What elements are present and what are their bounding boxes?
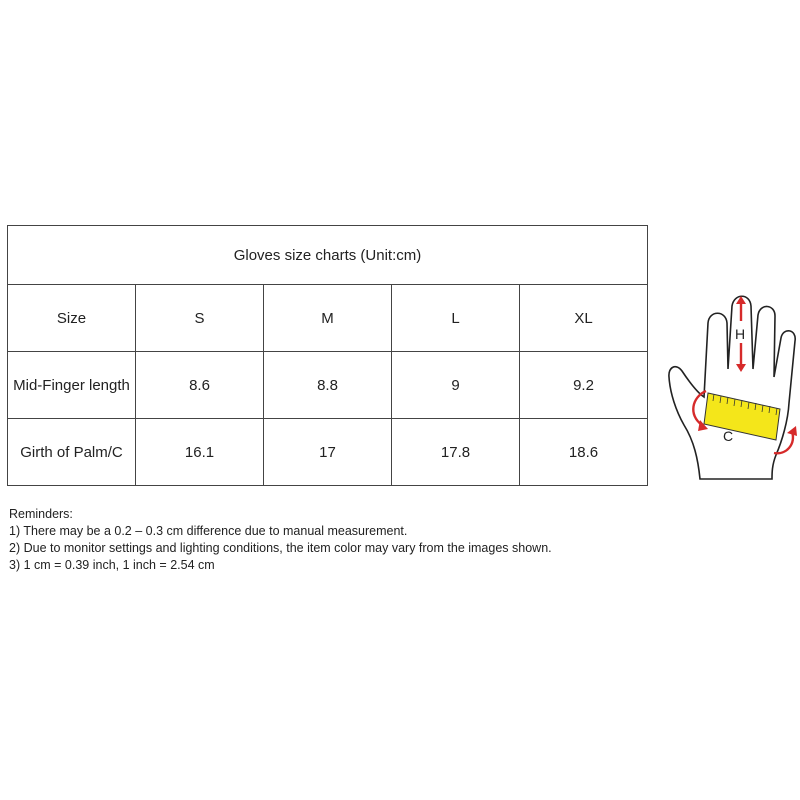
girth-arrowhead-right xyxy=(787,426,797,436)
header-xl: XL xyxy=(520,285,648,352)
reminders-block xyxy=(9,506,552,574)
reminders-heading: Reminders: xyxy=(9,507,73,521)
reminder-item: 1) There may be a 0.2 – 0.3 cm difference due to manual measurement. xyxy=(9,524,408,538)
size-chart-table xyxy=(7,225,648,486)
header-size: Size xyxy=(8,285,136,352)
hand-outline xyxy=(669,296,795,479)
cell-value: 8.6 xyxy=(136,352,264,419)
height-label: H xyxy=(735,326,746,342)
table-header-row xyxy=(8,285,648,352)
cell-value: 17 xyxy=(264,419,392,486)
table-row xyxy=(8,352,648,419)
header-m: M xyxy=(264,285,392,352)
girth-label: C xyxy=(723,428,734,444)
cell-value: 16.1 xyxy=(136,419,264,486)
hand-icon xyxy=(664,293,800,493)
header-l: L xyxy=(392,285,520,352)
cell-value: 9.2 xyxy=(520,352,648,419)
row-label-mid-finger-length: Mid-Finger length xyxy=(8,352,136,419)
reminder-item: 2) Due to monitor settings and lighting conditions, the item color may vary from the images shown. xyxy=(9,541,552,555)
table-row xyxy=(8,419,648,486)
cell-value: 9 xyxy=(392,352,520,419)
cell-value: 18.6 xyxy=(520,419,648,486)
hand-measurement-diagram xyxy=(664,293,800,493)
cell-value: 8.8 xyxy=(264,352,392,419)
table-title: Gloves size charts (Unit:cm) xyxy=(8,226,648,285)
reminder-item: 3) 1 cm = 0.39 inch, 1 inch = 2.54 cm xyxy=(9,558,215,572)
table-title-row xyxy=(8,226,648,285)
row-label-girth-of-palm: Girth of Palm/C xyxy=(8,419,136,486)
header-s: S xyxy=(136,285,264,352)
cell-value: 17.8 xyxy=(392,419,520,486)
